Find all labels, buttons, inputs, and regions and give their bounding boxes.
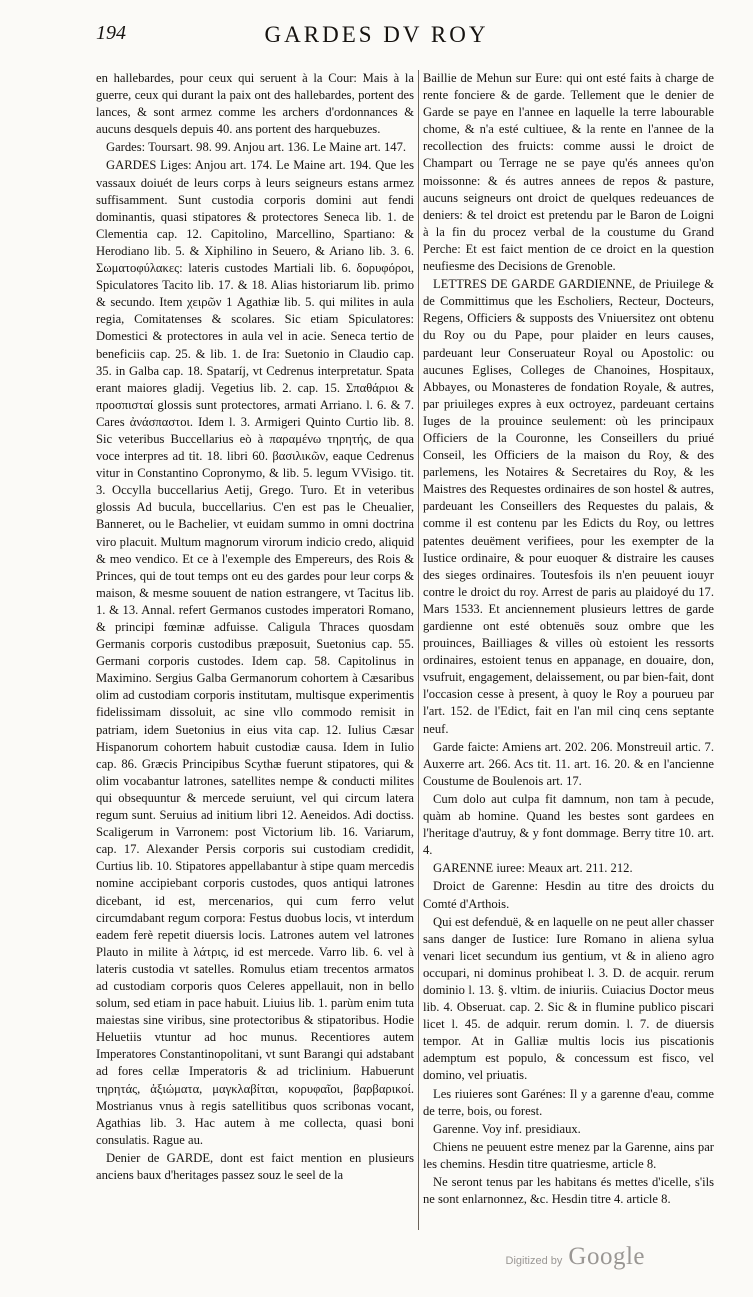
right-paragraph: LETTRES DE GARDE GARDIENNE, de Priuilege & de Committimus que les Escholiers, Recteur, Docteurs, Regens, Officiers & supposts des Vniuersitez ont obtenu du Roy ou du Pape, pour plaider en leurs causes, pardeuant leur Conseruateur Royal ou Apostolic: ou aucunes Eglises, Colleges de Chanoines, Hospitaux, Abbayes, ou Monasteres de fondation Royale, & autres, par priuileges expres à eux octroyez, pardeuant certains Iuges de la prouince seulement: où les principaux Officiers de la Couronne, les Conseillers du priué Conseil, les Officiers de la maison du Roy, & des parlemens, les Notaires & Secretaires du Roy, & les Maistres des Requestes ordinaires de son hostel & autres, pardeuant les Conseillers des Requestes du palais, & comme il est contenu par les Edicts du Roy, ou lettres patentes deuëment verifiees, pour les exempter de la Iustice ordinaire, & pour euoquer & distraire les causes des sieges ordinaires. Toutesfois ils n'en peuuent iouyr contre le droict du roy. Arrest de paris au plaidoyé du 17. Mars 1533. Et anciennement plusieurs lettres de garde gardienne ont esté obtenuës souz ombre que les prouinces, Bailliages & villes où estoient les ressorts ordinaires, estoient tenus en appanage, en douaire, don, vsufruit, engagement, delaissement, ou par bien-fait, dont l'occasion cesse à present, à quoy le Roy a pourueu par l'art. 152. de l'Edict, fait en l'an mil cinq cens septante neuf. (423, 277, 714, 736)
right-paragraph: Chiens ne peuuent estre menez par la Garenne, ains par les chemins. Hesdin titre quatriesme, article 8. (423, 1139, 714, 1171)
digitization-watermark (506, 1243, 645, 1271)
right-paragraph: Garenne. Voy inf. presidiaux. (433, 1121, 581, 1136)
left-paragraph: Denier de GARDE, dont est faict mention en plusieurs anciens baux d'heritages passez souz le seel de la (96, 1150, 414, 1182)
right-paragraph: Qui est defenduë, & en laquelle on ne peut aller chasser sans danger de Iustice: Iure Romano in aliena sylua venari licet secundum ius gentium, vt & in alieno agro occupari, ni dominus prohibeat l. 3. D. de acquir. rerum dominio l. 13. §. vltim. de iniuriis. Cuiacius Doctor meus lib. 4. Obseruat. cap. 2. Sic & in flumine publico piscari licet l. 45. de adquir. rerum domin. l. 7. de diuersis tempor. At in Galliæ multis locis ius piscationis ademptum est populo, & concessum est fisco, vel domino, vel priuatis. (423, 914, 714, 1083)
right-paragraph: Droict de Garenne: Hesdin au titre des droicts du Comté d'Arthois. (423, 879, 714, 911)
right-paragraph: Ne seront tenus par les habitans és mettes d'icelle, s'ils ne sont enlarnonnez, &c. Hesdin titre 4. article 8. (423, 1175, 714, 1207)
google-logo: Google (568, 1243, 645, 1270)
right-paragraph: Cum dolo aut culpa fit damnum, non tam à pecude, quàm ab homine. Quand les bestes sont gardees en l'heritage d'autruy, & y font dommage. Berry titre 10. art. 4. (423, 791, 714, 858)
page-number: 194 (96, 22, 126, 44)
right-paragraph: Les riuieres sont Garénes: Il y a garenne d'eau, comme de terre, bois, ou forest. (423, 1086, 714, 1118)
running-title: GARDES DV ROY (264, 22, 489, 47)
watermark-text: Digitized by (505, 1255, 563, 1267)
left-paragraph: en hallebardes, pour ceux qui seruent à la Cour: Mais à la guerre, ceux qui durant la paix ont des hallebardes, portent des lances, & sont armez comme les archers d'ordonnances & aucuns desquels depuis 40. ans portent des harquebuzes. (96, 71, 414, 137)
left-column (96, 70, 414, 1184)
right-paragraph: Garde faicte: Amiens art. 202. 206. Monstreuil artic. 7. Auxerre art. 266. Acs tit. 11. art. 16. 20. & en l'ancienne Coustume de Boulenois art. 17. (423, 739, 714, 788)
left-paragraph: GARDES Liges: Anjou art. 174. Le Maine art. 194. Que les vassaux doiuét de leurs corps à leurs seigneurs estans armez suffisamment. Sunt custodia corporis domini aut fendi dominantis, quasi stipatores & protectores Seneca lib. 1. de Clementia cap. 12. Capitolino, Marcellino, Spartiano: & Herodiano lib. 5. & Xiphilino in Seuero, & Ariano lib. 3. 6. Σωματοφύλακες: lateris custodes Martiali lib. 6. δορυφόροι, Spiculatores Tacito lib. 17. & 18. Alias historiarum lib. primo & secundo. Item χειρῶν 1 Agathiæ lib. 5. qui milites in aula regia, Comitatenses & scolares. Sic etiam Spiculatores: Domestici & protectores in aula vel in acie. Seneca tertio de beneficiis cap. 25. & lib. 1. de Ira: Suetonio in Claudio cap. 35. in Galba cap. 18. Spataríj, vt Cedrenus interpretatur. Spata erant maiores gladij. Vegetius lib. 2. cap. 15. Σπαθάριοι & προσπισταί glossis sunt protectores, armati Arriano. l. 6. & 7. Cares ἀνάσπαστοι. Idem l. 3. Armigeri Quinto Curtio lib. 8. Sic veteribus Buccellarius eò à παραμένω τηρητής, de qua voce interpres ad tit. 18. libri 60. βασιλικῶν, eaque Cedrenus vitur in Constantino Copronymo, & lib. 5. legum VVisigo. tit. 3. Occylla buccellarius Aetij, Grego. Turo. Et in veteribus glossis Ad bucula, buccellarius. C'en est pas le Cheualier, Banneret, ou le Bachelier, vt euidam summo in omni doctrina viro placuit. Multum magnorum virorum indicio credo, aliquid & meo vendico. Et ce à l'exemple des Empereurs, des Rois & Princes, qui de tout temps ont eu des gardes pour leur corps & maison, & mesme souuent de nation estrangere, vt Tacitus lib. 1. & 13. Annal. refert Germanos custodes imperatori Romano, & principi fœminæ adfuisse. Caligula Thraces quosdam Germanis corporis custodibus præposuit, Suetonius cap. 55. Germani corporis custodes. Idem cap. 58. Capitolinus in Maximino. Sergius Galba Germanorum cohortem à Cæsaribus olim ad custodiam corporis institutam, multisque experimentis fidelissimam dissoluit, ac sine vllo commodo remisit in patriam, idem Suetonius in eius vita cap. 12. Iulius Cæsar Hispanorum cohortem habuit custodiæ causa. Idem in Iulio cap. 86. Græcis Principibus Scythæ fuerunt stipatores, qui & olim vocabantur latrones, satellites nempe & conducti milites qui obsequuntur & mercede seruiunt, vel qui circum latera regum sunt. Seruius ad initium libri 12. Aeneidos. Adi doctiss. Scaligerum in Varronem: post Victorium lib. 16. Variarum, cap. 17. Alexander Persis corporis sui custodiam credidit, Curtius lib. 10. Stipatores appellabantur à stipe quam mercedis nomine accipiebant corporis custodes, quos antiqui latrones dicebant, id est, mercenarios, qui cum ferro velut circumdabant regum corpora: Festus duobus locis, vt interdum eadem ferè repetit diuersis locis. Latrones autem vel latrones Plauto in milite à λάτρις, id est mercede. Varro lib. 6. vel à lateris custodia vt satelles. Romulus etiam trecentos armatos ad custodiam corporis quos Celeres appellauit, non in bello solum, sed etiam in pace habuit. Liuius lib. 1. parùm enim tuta maiestas sine viribus, sine protectoribus & stipatoribus. Hodie Heluetiis vtuntur ad hoc munus. Recentiores autem Imperatores Constantinopolitani, vt sunt Barangi qui adstabant ad fores cellæ Imperatoris & ad triclinium. Habuerunt τηρητάς, ἀξιώματα, μαγκλαβίται, κορυφαῖοι, βαρβαρικοί. Mostrianus vnus à regis satellitibus quos scribonas vocant, Agathias lib. 3. Hac autem à me collecta, quasi boni consulatis. Rague au. (96, 158, 414, 1147)
right-paragraph: Baillie de Mehun sur Eure: qui ont esté faits à charge de rente fonciere & de garde. Tellement que le denier de Garde se paye en l'annee en laquelle la terre labourable chome, & n'a esté cultiuee, & la rente en l'annee de la recollection des fruicts: comme aussi le droict de Champart ou Terrage ne se paye qu'és annees qu'on moissonne: & és autres annees de repos & pasture, aucuns seigneurs ont droict de quelques redeuances de deniers: & tel droict est pretendu par le Baron de Loigni à la fin du procez verbal de la coustume du Grand Perche: Et est faict mention de ce droict en la question neufiesme des Decisions de Grenoble. (423, 71, 714, 274)
right-paragraph: GARENNE iuree: Meaux art. 211. 212. (433, 861, 633, 876)
column-divider (418, 70, 419, 1230)
left-paragraph: Gardes: Toursart. 98. 99. Anjou art. 136. Le Maine art. 147. (106, 140, 407, 155)
right-column (423, 70, 714, 1208)
